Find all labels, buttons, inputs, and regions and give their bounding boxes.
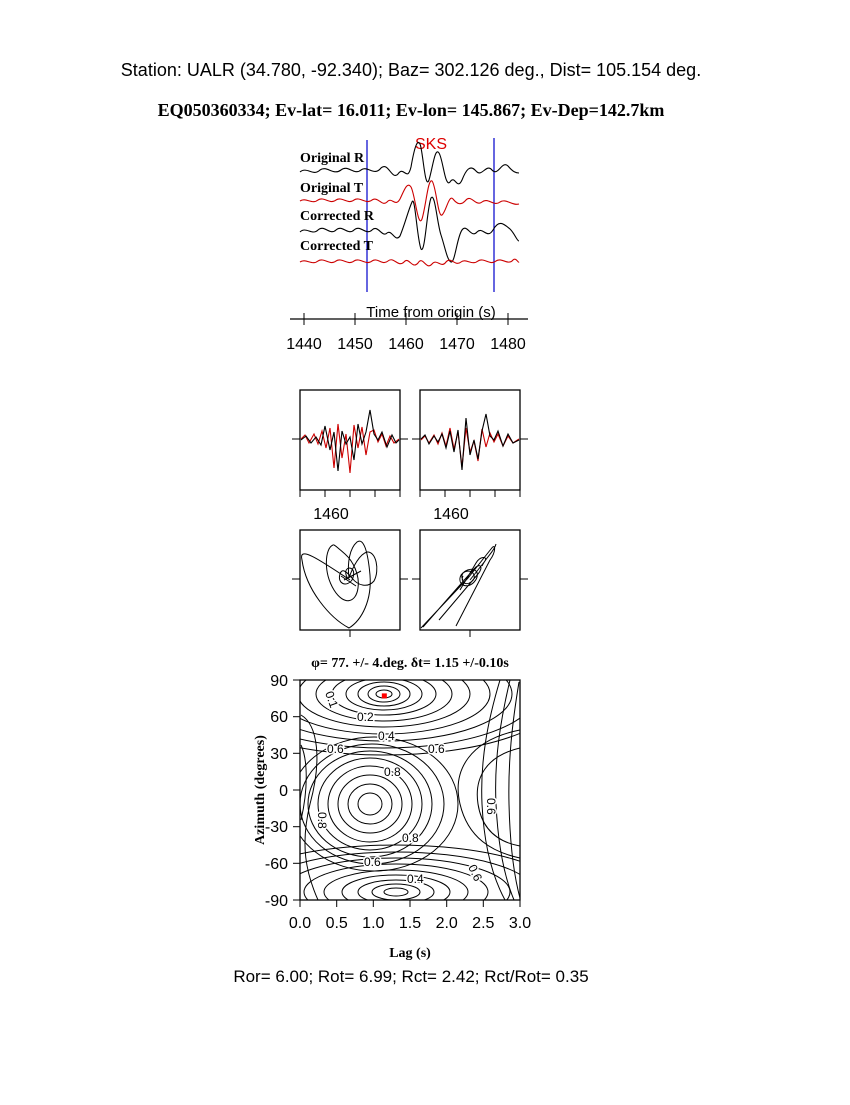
- y-tick-minus90: -90: [264, 893, 288, 910]
- contour-plot: [206, 633, 562, 961]
- trace-label-original-t: Original T: [300, 181, 364, 196]
- x-tick-0-0: 0.0: [288, 915, 312, 932]
- waveform-panel: [286, 136, 528, 353]
- contour-frame: [300, 680, 520, 900]
- time-tick-label-1450: 1450: [337, 336, 373, 353]
- x-tick-2-0: 2.0: [435, 915, 458, 932]
- contour-y-ticks: [265, 673, 288, 910]
- best-fit-marker: [382, 693, 387, 698]
- contour-label-upper-02: 0.2: [357, 710, 374, 724]
- contour-label-left-08: 0.8: [315, 812, 329, 829]
- contour-title: φ= 77. +/- 4.deg. δt= 1.15 +/-0.10s: [311, 656, 509, 671]
- contour-label-lower-04: 0.4: [407, 872, 424, 886]
- contour-label-lower-08: 0.8: [402, 831, 419, 845]
- x-tick-0-5: 0.5: [325, 915, 348, 932]
- time-tick-label-1470: 1470: [439, 336, 475, 353]
- corrected-t-trace: [300, 259, 519, 266]
- sks-phase-label: SKS: [414, 136, 448, 153]
- x-tick-1-5: 1.5: [398, 915, 422, 932]
- contour-label-right-06: 0.6: [484, 798, 498, 815]
- contour-label-upper-06-left: 0.6: [327, 742, 344, 756]
- y-tick-30: 30: [270, 746, 288, 763]
- time-tick-label-1480: 1480: [490, 336, 526, 353]
- y-tick-60: 60: [270, 709, 288, 726]
- left-panel-tick-label: 1460: [313, 506, 349, 523]
- event-header: EQ050360334; Ev-lat= 16.011; Ev-lon= 145.867; Ev-Dep=142.7km: [157, 100, 665, 120]
- y-tick-minus60: -60: [264, 856, 288, 873]
- time-axis-label: Time from origin (s): [366, 304, 496, 321]
- ratio-footer: Ror= 6.00; Rot= 6.99; Rct= 2.42; Rct/Rot= 0.35: [233, 967, 589, 986]
- component-panel-left: [292, 390, 408, 523]
- station-header: Station: UALR (34.780, -92.340); Baz= 302.126 deg., Dist= 105.154 deg.: [120, 60, 702, 80]
- trace-label-corrected-t: Corrected T: [300, 239, 373, 254]
- contour-label-upper-06-right: 0.6: [428, 742, 445, 756]
- contour-y-label: Azimuth (degrees): [253, 735, 268, 845]
- y-tick-0: 0: [279, 783, 288, 800]
- component-panel-right: [412, 390, 528, 523]
- y-tick-90: 90: [270, 673, 288, 690]
- contour-x-ticks: [289, 915, 531, 932]
- trace-label-original-r: Original R: [300, 151, 365, 166]
- contour-label-lower-06: 0.6: [364, 855, 381, 869]
- y-tick-minus30: -30: [264, 819, 288, 836]
- contour-x-label: Lag (s): [389, 946, 431, 961]
- x-tick-2-5: 2.5: [472, 915, 495, 932]
- x-tick-3-0: 3.0: [508, 915, 532, 932]
- contour-label-upper-04: 0.4: [378, 729, 395, 743]
- particle-motion-right: [412, 530, 528, 637]
- contour-label-mid-08: 0.8: [384, 765, 401, 779]
- time-tick-label-1440: 1440: [286, 336, 322, 353]
- particle-motion-left: [292, 530, 408, 637]
- time-tick-label-1460: 1460: [388, 336, 424, 353]
- contour-label-corner-01: 0.1: [322, 689, 342, 710]
- right-panel-tick-label: 1460: [433, 506, 469, 523]
- x-tick-1-0: 1.0: [362, 915, 385, 932]
- contour-label-right-06-lower: 0.6: [465, 862, 486, 884]
- trace-label-corrected-r: Corrected R: [300, 209, 374, 224]
